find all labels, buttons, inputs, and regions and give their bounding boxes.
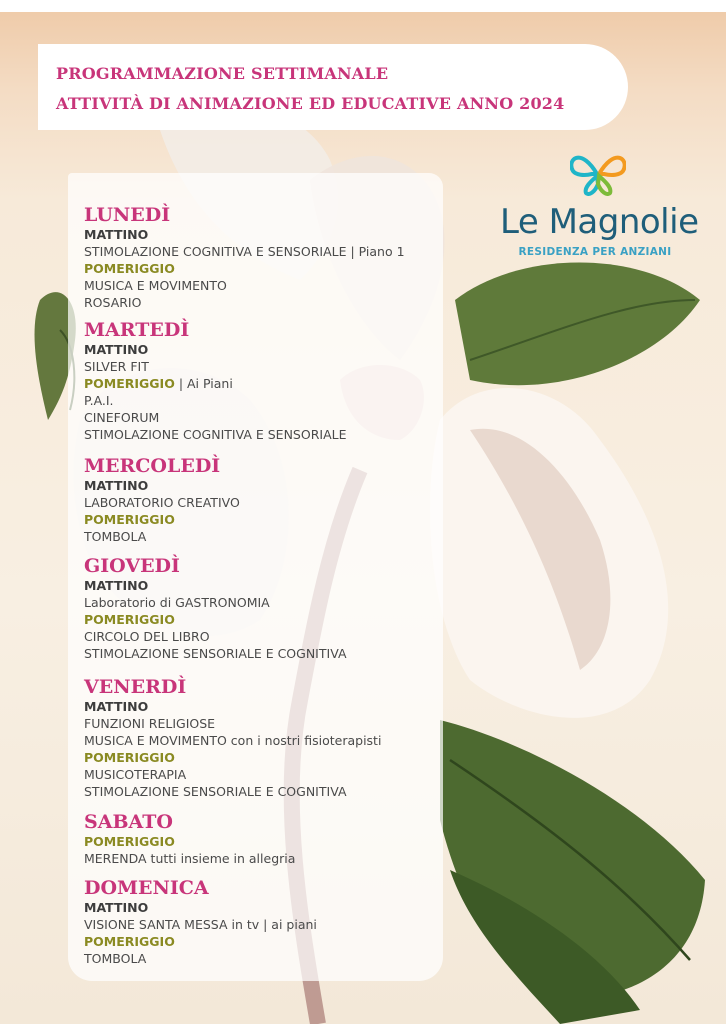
day-title: VENERDÌ	[84, 676, 187, 698]
period-note: | Ai Piani	[174, 376, 233, 391]
day-sunday	[84, 877, 444, 967]
activity: MUSICOTERAPIA	[84, 767, 187, 782]
period-pomeriggio: POMERIGGIO	[84, 612, 175, 627]
period-mattino: MATTINO	[84, 478, 149, 493]
period-pomeriggio: POMERIGGIO | Ai Piani	[84, 376, 233, 391]
logo-name: Le Magnolie	[500, 202, 699, 242]
period-pomeriggio: POMERIGGIO	[84, 934, 175, 949]
header-title-box	[38, 44, 628, 130]
le-magnolie-logo	[500, 150, 699, 265]
activity: STIMOLAZIONE SENSORIALE E COGNITIVA	[84, 646, 347, 661]
day-title: DOMENICA	[84, 877, 209, 899]
day-title: MARTEDÌ	[84, 319, 190, 341]
activity: CINEFORUM	[84, 410, 160, 425]
day-title: LUNEDÌ	[84, 204, 171, 226]
day-title: MERCOLEDÌ	[84, 455, 221, 477]
header-title-line-2: ATTIVITÀ DI ANIMAZIONE ED EDUCATIVE ANNO 2024	[56, 94, 565, 113]
period-pomeriggio: POMERIGGIO	[84, 261, 175, 276]
period-mattino: MATTINO	[84, 699, 149, 714]
activity: TOMBOLA	[84, 951, 147, 966]
activity: MERENDA tutti insieme in allegria	[84, 851, 296, 866]
period-mattino: MATTINO	[84, 227, 149, 242]
day-title: SABATO	[84, 811, 173, 833]
activity: VISIONE SANTA MESSA in tv | ai piani	[84, 917, 317, 932]
activity: ROSARIO	[84, 295, 142, 310]
period-pomeriggio: POMERIGGIO	[84, 834, 175, 849]
period-pomeriggio: POMERIGGIO	[84, 750, 175, 765]
activity: MUSICA E MOVIMENTO con i nostri fisioterapisti	[84, 733, 382, 748]
activity: P.A.I.	[84, 393, 114, 408]
schedule-panel	[68, 173, 443, 981]
activity: LABORATORIO CREATIVO	[84, 495, 240, 510]
day-saturday	[84, 811, 444, 867]
activity: CIRCOLO DEL LIBRO	[84, 629, 210, 644]
day-wednesday	[84, 455, 444, 545]
day-tuesday	[84, 319, 444, 443]
activity: Laboratorio di GASTRONOMIA	[84, 595, 270, 610]
day-monday	[84, 204, 444, 311]
day-thursday	[84, 555, 444, 662]
activity: MUSICA E MOVIMENTO	[84, 278, 227, 293]
day-friday	[84, 676, 444, 800]
activity: FUNZIONI RELIGIOSE	[84, 716, 216, 731]
period-mattino: MATTINO	[84, 578, 149, 593]
activity: SILVER FIT	[84, 359, 149, 374]
logo-subtitle: RESIDENZA PER ANZIANI	[518, 246, 672, 258]
activity: STIMOLAZIONE COGNITIVA E SENSORIALE | Piano 1	[84, 244, 405, 259]
butterfly-logo-icon	[570, 152, 626, 196]
period-pomeriggio: POMERIGGIO	[84, 512, 175, 527]
activity: STIMOLAZIONE SENSORIALE E COGNITIVA	[84, 784, 347, 799]
period-mattino: MATTINO	[84, 900, 149, 915]
period-mattino: MATTINO	[84, 342, 149, 357]
activity: STIMOLAZIONE COGNITIVA E SENSORIALE	[84, 427, 347, 442]
header-title-line-1: PROGRAMMAZIONE SETTIMANALE	[56, 64, 389, 83]
day-title: GIOVEDÌ	[84, 555, 180, 577]
activity: TOMBOLA	[84, 529, 147, 544]
